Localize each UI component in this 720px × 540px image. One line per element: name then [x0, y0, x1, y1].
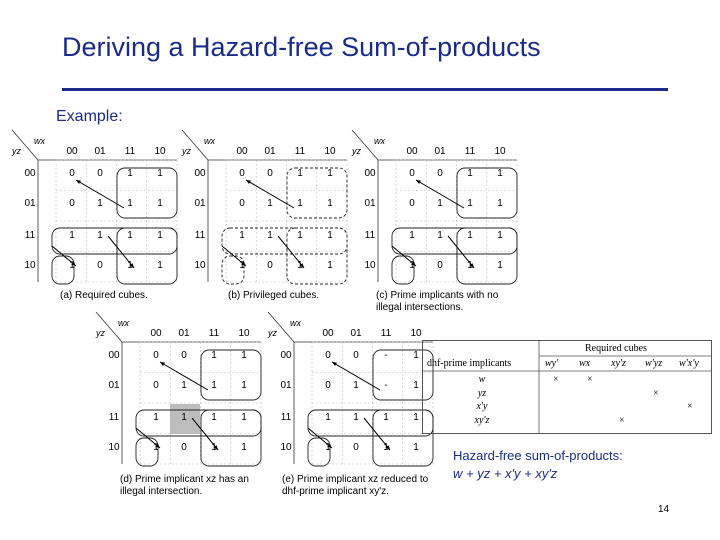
kmap-yz-label: yz: [96, 328, 105, 338]
kmap-col-header: 00: [406, 146, 418, 157]
table-col-header: wy': [545, 358, 559, 369]
kmap-caption-line: (d) Prime implicant xz has an: [120, 474, 249, 485]
kmap-row-header: 01: [24, 198, 36, 209]
kmap-col-header: 00: [236, 146, 248, 157]
kmap-col-header: 10: [154, 146, 166, 157]
kmap-e: [268, 312, 438, 472]
kmap-cell: 1: [241, 412, 247, 423]
kmap-wx-label: wx: [290, 318, 301, 328]
result-text: [453, 447, 623, 483]
kmap-cell: 1: [297, 230, 303, 241]
title-underline: [62, 88, 668, 91]
kmap-row-header: 00: [24, 168, 36, 179]
kmap-row-header: 00: [364, 168, 376, 179]
table-row-label: x'y: [476, 401, 488, 412]
table-col-header: wx: [579, 358, 591, 369]
table-col-header: w'yz: [645, 358, 663, 369]
kmap-col-header: 11: [294, 146, 306, 157]
table-mark: ×: [653, 388, 659, 399]
kmap-cell: 1: [327, 168, 333, 179]
table-row-label: w: [478, 374, 486, 385]
kmap-cell: 0: [325, 350, 331, 361]
kmap-cell: 1: [413, 350, 419, 361]
kmap-row-header: 10: [24, 260, 36, 271]
kmap-caption: [376, 290, 498, 314]
kmap-cell: 1: [353, 412, 359, 423]
kmap-cell: 1: [297, 198, 303, 209]
kmap-cell: 0: [97, 168, 103, 179]
kmap-cell: 1: [383, 412, 389, 423]
kmap-cell: 1: [157, 168, 163, 179]
kmap-cell: 0: [437, 260, 443, 271]
kmap-d: [96, 312, 266, 472]
kmap-cell: 1: [467, 198, 473, 209]
kmap-cell: 0: [353, 442, 359, 453]
kmap-yz-label: yz: [12, 146, 21, 156]
kmap-cell: 1: [467, 230, 473, 241]
kmap-cell: 0: [437, 168, 443, 179]
kmap-cell: 1: [69, 230, 75, 241]
kmap-cell: 0: [325, 380, 331, 391]
kmap-caption-line: (e) Prime implicant xz reduced to: [282, 474, 429, 485]
kmap-row-header: 01: [364, 198, 376, 209]
kmap-row-header: 11: [194, 230, 206, 241]
kmap-col-header: 11: [464, 146, 476, 157]
kmap-cell: 0: [181, 350, 187, 361]
table-group-header: Required cubes: [585, 343, 647, 354]
kmap-cell: 0: [239, 198, 245, 209]
kmap-caption-line: (a) Required cubes.: [60, 290, 148, 301]
kmap-col-header: 00: [322, 328, 334, 339]
kmap-cell: 1: [211, 350, 217, 361]
table-corner-header: dhf-prime implicants: [427, 358, 512, 369]
kmap-row-header: 01: [108, 380, 120, 391]
kmap-col-header: 10: [494, 146, 506, 157]
kmap-cell: 1: [97, 198, 103, 209]
kmap-cell: 1: [157, 198, 163, 209]
kmap-cell: 1: [157, 230, 163, 241]
kmap-cell: 1: [241, 350, 247, 361]
kmap-cell: 1: [211, 442, 217, 453]
kmap-caption-line: illegal intersection.: [120, 486, 203, 497]
kmap-cell: 1: [437, 198, 443, 209]
kmap-cell: 1: [325, 412, 331, 423]
kmap-col-header: 10: [238, 328, 250, 339]
kmap-row-header: 10: [364, 260, 376, 271]
dhf-prime-implicant-table: [422, 340, 712, 434]
kmap-cell: 1: [467, 260, 473, 271]
kmap-row-header: 11: [280, 412, 292, 423]
kmap-cell: 0: [153, 380, 159, 391]
kmap-cell: 1: [241, 380, 247, 391]
kmap-cell: 1: [409, 260, 415, 271]
table-col-header: xy'z: [611, 358, 626, 369]
kmap-cell: -: [384, 350, 388, 361]
table-row-label: yz: [477, 388, 487, 399]
kmap-col-header: 01: [264, 146, 276, 157]
kmap-row-header: 00: [194, 168, 206, 179]
example-label: Example:: [56, 108, 123, 125]
kmap-cell: 1: [241, 442, 247, 453]
kmap-cell: 1: [239, 230, 245, 241]
kmap-cell: 0: [409, 168, 415, 179]
kmap-row-header: 10: [194, 260, 206, 271]
kmap-cell: 0: [181, 442, 187, 453]
kmap-wx-label: wx: [374, 136, 385, 146]
kmap-caption: [60, 290, 148, 302]
kmap-cell: 1: [497, 260, 503, 271]
kmap-cell: 1: [409, 230, 415, 241]
kmap-cell: 1: [153, 412, 159, 423]
kmap-cell: 0: [153, 350, 159, 361]
kmap-cell: 0: [69, 198, 75, 209]
kmap-cell: 1: [327, 198, 333, 209]
kmap-col-header: 01: [94, 146, 106, 157]
kmap-b: [182, 130, 352, 290]
kmap-c: [352, 130, 522, 290]
kmap-cell: 1: [239, 260, 245, 271]
kmap-caption-line: illegal intersections.: [376, 302, 464, 313]
kmap-a: [12, 130, 182, 290]
kmap-cell: 1: [327, 230, 333, 241]
kmap-row-header: 11: [364, 230, 376, 241]
kmap-wx-label: wx: [34, 136, 45, 146]
kmap-col-header: 00: [66, 146, 78, 157]
kmap-cell: 0: [267, 260, 273, 271]
kmap-cell: 1: [497, 168, 503, 179]
table-mark: ×: [619, 415, 625, 426]
kmap-row-header: 11: [24, 230, 36, 241]
kmap-col-header: 10: [410, 328, 422, 339]
kmap-yz-label: yz: [352, 146, 361, 156]
kmap-cell: 0: [267, 168, 273, 179]
kmap-cell: 1: [383, 442, 389, 453]
kmap-cell: 1: [127, 260, 133, 271]
kmap-row-header: 11: [108, 412, 120, 423]
kmap-cell: 1: [413, 380, 419, 391]
kmap-col-header: 11: [380, 328, 392, 339]
kmap-row-header: 01: [280, 380, 292, 391]
kmap-cell: 1: [181, 380, 187, 391]
kmap-cell: 1: [69, 260, 75, 271]
kmap-row-header: 10: [108, 442, 120, 453]
kmap-col-header: 11: [124, 146, 136, 157]
kmap-wx-label: wx: [204, 136, 215, 146]
kmap-cell: 1: [297, 168, 303, 179]
kmap-col-header: 01: [178, 328, 190, 339]
kmap-cell: 1: [297, 260, 303, 271]
kmap-col-header: 10: [324, 146, 336, 157]
kmap-yz-label: yz: [268, 328, 277, 338]
kmap-cell: 1: [127, 230, 133, 241]
slide-title: Deriving a Hazard-free Sum-of-products: [62, 32, 541, 62]
kmap-caption-line: (b) Privileged cubes.: [228, 290, 320, 301]
kmap-yz-label: yz: [182, 146, 191, 156]
kmap-cell: 1: [437, 230, 443, 241]
kmap-cell: -: [384, 380, 388, 391]
kmap-cell: 0: [97, 260, 103, 271]
kmap-cell: 1: [467, 168, 473, 179]
kmap-cell: 1: [267, 230, 273, 241]
kmap-caption: [282, 474, 428, 498]
kmap-cell: 1: [211, 380, 217, 391]
result-line-1: Hazard-free sum-of-products:: [453, 448, 623, 463]
kmap-cell: 1: [267, 198, 273, 209]
kmap-cell: 1: [127, 198, 133, 209]
kmap-row-header: 00: [280, 350, 292, 361]
table-row-label: xy'z: [474, 415, 490, 426]
kmap-row-header: 01: [194, 198, 206, 209]
kmap-cell: 1: [97, 230, 103, 241]
kmap-caption-line: dhf-prime implicant xy'z.: [282, 486, 389, 497]
table-mark: ×: [553, 374, 559, 385]
kmap-cell: 1: [325, 442, 331, 453]
result-line-2: w + yz + x'y + xy'z: [453, 466, 558, 481]
table-col-header: w'x'y: [679, 358, 699, 369]
kmap-cell: 0: [353, 350, 359, 361]
kmap-wx-label: wx: [118, 318, 129, 328]
kmap-row-header: 10: [280, 442, 292, 453]
kmap-cell: 0: [239, 168, 245, 179]
kmap-cell: 1: [353, 380, 359, 391]
kmap-col-header: 11: [208, 328, 220, 339]
kmap-cell: 1: [413, 412, 419, 423]
kmap-cell: 1: [181, 412, 187, 423]
kmap-cell: 1: [211, 412, 217, 423]
table-mark: ×: [587, 374, 593, 385]
kmap-cell: 0: [69, 168, 75, 179]
kmap-cell: 1: [127, 168, 133, 179]
kmap-row-header: 00: [108, 350, 120, 361]
kmap-cell: 1: [413, 442, 419, 453]
kmap-cell: 1: [497, 230, 503, 241]
kmap-cell: 1: [327, 260, 333, 271]
table-mark: ×: [687, 401, 693, 412]
kmap-cell: 1: [157, 260, 163, 271]
kmap-caption: [120, 474, 249, 498]
kmap-cell: 1: [497, 198, 503, 209]
kmap-caption: [228, 290, 319, 302]
page-number: 14: [658, 504, 670, 515]
kmap-cell: 0: [409, 198, 415, 209]
kmap-col-header: 00: [150, 328, 162, 339]
kmap-col-header: 01: [434, 146, 446, 157]
kmap-col-header: 01: [350, 328, 362, 339]
kmap-caption-line: (c) Prime implicants with no: [376, 290, 499, 301]
kmap-cell: 1: [153, 442, 159, 453]
